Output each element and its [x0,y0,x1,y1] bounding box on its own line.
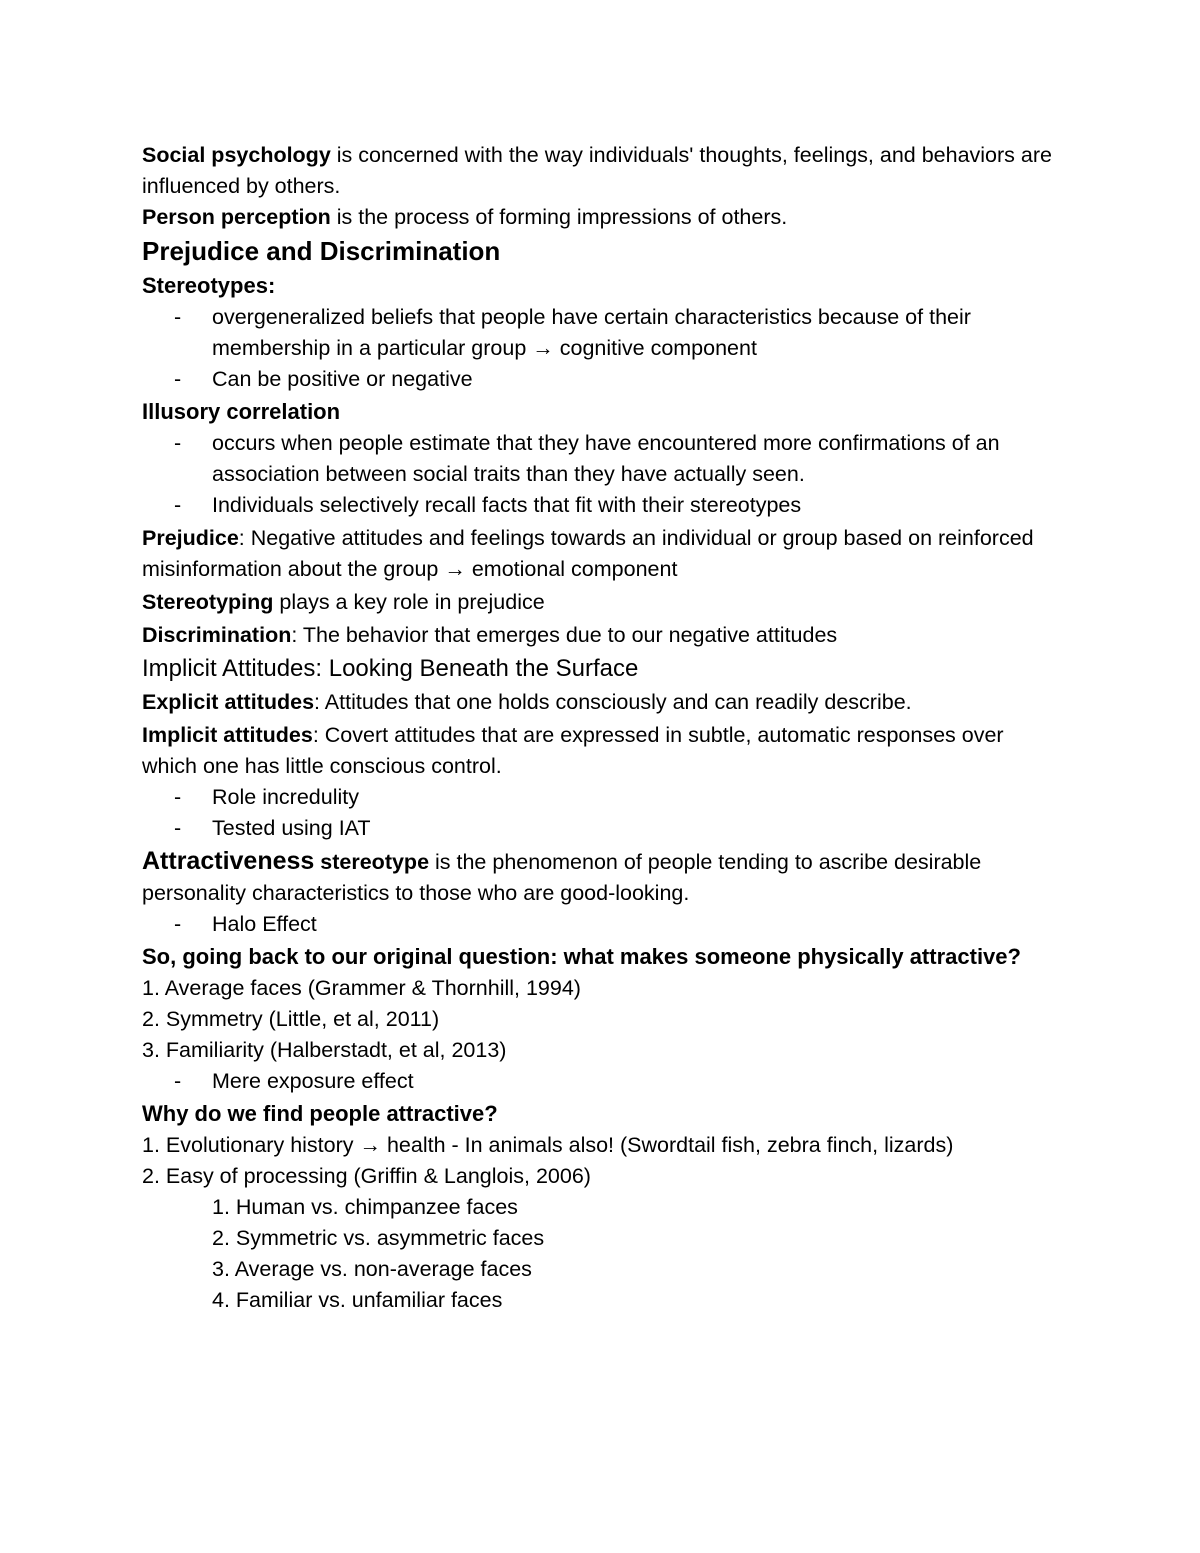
social-psychology-definition [142,140,1062,202]
numbered-item: 1. Average faces (Grammer & Thornhill, 1994) [142,976,581,1000]
definition: : The behavior that emerges due to our negative attitudes [291,623,838,647]
list-item: - Tested using IAT [142,813,1062,844]
bullet-dash: - [174,493,182,517]
list-item: - Role incredulity [142,782,1062,813]
list-item: - Halo Effect [142,909,1062,940]
definition: : Negative attitudes and feelings towards an individual or group based on reinforced misinformation about the group → emotional component [142,526,1034,581]
bullet-dash: - [174,1069,182,1093]
list-item: - Mere exposure effect [142,1066,1062,1097]
bullet-dash: - [174,305,182,329]
bullet-dash: - [174,367,182,391]
numbered-item: 2. Symmetry (Little, et al, 2011) [142,1007,440,1031]
term: Implicit attitudes [142,723,313,747]
term: Stereotyping [142,590,274,614]
prejudice-definition [142,523,1062,585]
explicit-attitudes-definition [142,687,1062,718]
sub-numbered-item: 1. Human vs. chimpanzee faces [212,1195,518,1219]
list-item: - Can be positive or negative [142,364,1062,395]
definition: : Covert attitudes that are expressed in subtle, automatic responses over which one has little conscious control. [142,723,1004,778]
term: Social psychology [142,143,331,167]
subheading-stereotypes: Stereotypes: [142,273,276,298]
section-heading-prejudice: Prejudice and Discrimination [142,236,501,266]
sub-numbered-item: 4. Familiar vs. unfamiliar faces [212,1288,503,1312]
list-item: - Individuals selectively recall facts that fit with their stereotypes [142,490,1062,521]
definition: plays a key role in prejudice [273,590,545,614]
section-heading-why-attractive: Why do we find people attractive? [142,1101,498,1126]
bullet-dash: - [174,431,182,455]
list-item: - overgeneralized beliefs that people have certain characteristics because of their membership in a particular group → cognitive component [142,302,1062,364]
term: Person perception [142,205,331,229]
sub-numbered-item: 3. Average vs. non-average faces [212,1257,532,1281]
list-item: - occurs when people estimate that they have encountered more confirmations of an association between social traits than they have actually seen. [142,428,1062,490]
definition: is the process of forming impressions of others. [330,205,788,229]
term: Attractiveness [142,847,315,875]
term: Prejudice [142,526,239,550]
section-heading-original-question: So, going back to our original question: what makes someone physically attractive? [142,944,1021,969]
term: Explicit attitudes [142,690,315,714]
subheading-illusory-correlation: Illusory correlation [142,399,341,424]
stereotyping-definition [142,587,1062,618]
definition: is the phenomenon of people tending to ascribe desirable personality characteristics to those who are good-looking. [142,850,982,905]
numbered-item: 3. Familiarity (Halberstadt, et al, 2013) [142,1038,507,1062]
implicit-attitudes-definition [142,720,1062,782]
definition: is concerned with the way individuals' thoughts, feelings, and behaviors are influenced by others. [142,143,1052,198]
person-perception-definition [142,202,1062,233]
sub-numbered-item: 2. Symmetric vs. asymmetric faces [212,1226,545,1250]
term: Discrimination [142,623,292,647]
document-page [142,140,1062,1316]
bullet-dash: - [174,816,182,840]
definition: : Attitudes that one holds consciously and can readily describe. [314,690,912,714]
section-heading-implicit-attitudes: Implicit Attitudes: Looking Beneath the Surface [142,655,639,682]
numbered-item: 2. Easy of processing (Griffin & Langlois, 2006) [142,1164,591,1188]
attractiveness-stereotype-definition [142,846,1062,909]
numbered-item: 1. Evolutionary history → health - In animals also! (Swordtail fish, zebra finch, lizards) [142,1133,954,1157]
term-suffix: stereotype [314,850,430,874]
discrimination-definition [142,620,1062,651]
bullet-dash: - [174,785,182,809]
bullet-dash: - [174,912,182,936]
